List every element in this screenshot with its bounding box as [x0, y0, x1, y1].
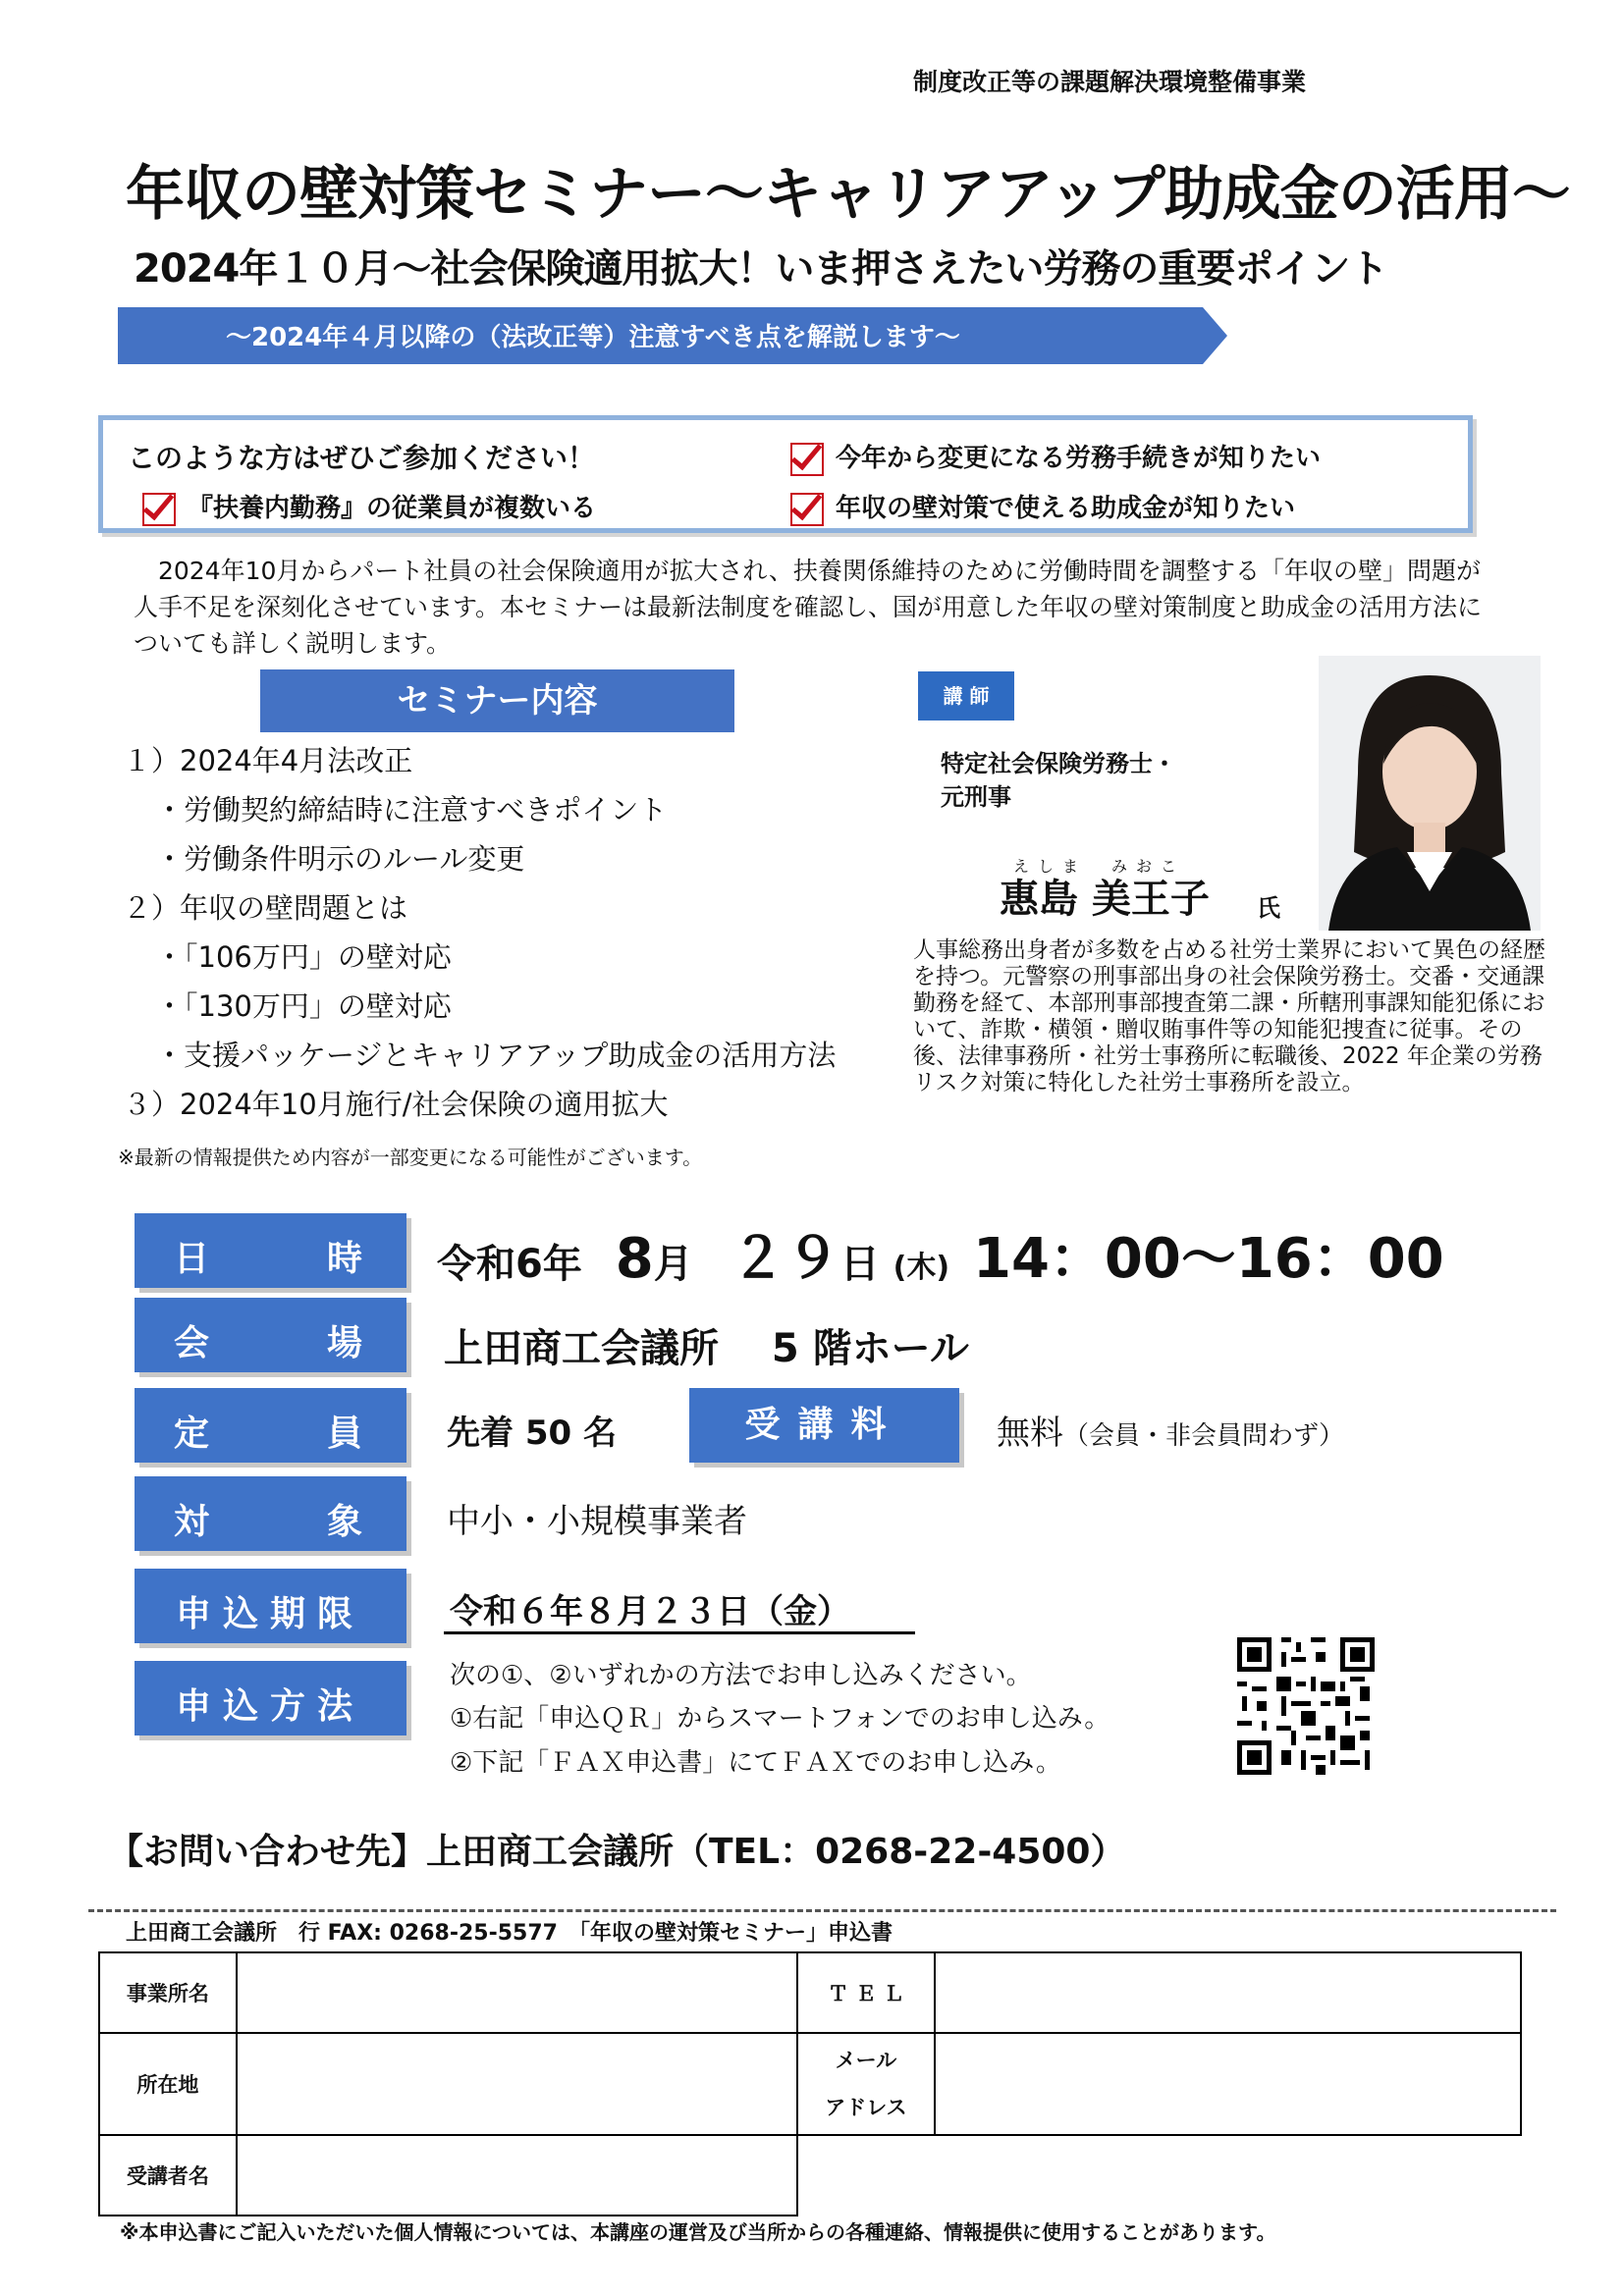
target-audience-heading: このような方はぜひご参加ください！ — [128, 442, 596, 474]
contents-item: ・労働条件明示のルール変更 — [155, 842, 525, 876]
company-name-field[interactable] — [237, 1952, 797, 2033]
email-field[interactable] — [935, 2033, 1521, 2135]
checkbox-checked-icon — [790, 493, 824, 526]
fax-form-header: 上田商工会議所 行 FAX: 0268-25-5577 「年収の壁対策セミナー」申込書 — [126, 1921, 893, 1946]
lecturer-bio: 人事総務出身者が多数を占める社労士業界において異色の経歴を持つ。元警察の刑事部出身の社会保険労務士。交番・交通課勤務を経て、本部刑事部捜査第二課・所轄刑事課知能犯係において、詐欺・横領・贈収賄事件等の知能犯捜査に従事。その後、法律事務所・社労士事務所に転職後、2022 年企業の労務リスク対策に特化した社労士事務所を設立。 — [913, 937, 1545, 1095]
contents-item: ・労働契約締結時に注意すべきポイント — [155, 793, 668, 827]
checklist-item — [790, 488, 1295, 526]
lecturer-badge: 講 師 — [918, 671, 1014, 721]
checklist-item-label: 『扶養内勤務』の従業員が複数いる — [188, 494, 597, 523]
target-label: 対 象 — [135, 1476, 406, 1551]
intro-paragraph — [134, 553, 1489, 662]
contents-disclaimer: ※最新の情報提供ため内容が一部変更になる可能性がございます。 — [118, 1146, 703, 1169]
lecturer-honorific: 氏 — [1257, 894, 1280, 922]
contents-item: ・「130万円」の壁対応 — [155, 989, 452, 1023]
fee-label: 受講料 — [689, 1388, 959, 1463]
checkbox-checked-icon — [790, 443, 824, 476]
cut-line-divider — [88, 1909, 1556, 1912]
email-label: メール アドレス — [797, 2033, 935, 2135]
method-line: ②下記「ＦＡＸ申込書」にてＦＡＸでのお申し込み。 — [450, 1748, 1061, 1778]
application-form-table — [98, 1951, 1522, 2216]
method-line: ①右記「申込ＱＲ」からスマートフォンでのお申し込み。 — [450, 1704, 1110, 1734]
attendee-name-label: 受講者名 — [99, 2135, 237, 2216]
tel-label: Ｔ Ｅ Ｌ — [797, 1952, 935, 2033]
method-line: 次の①、②いずれかの方法でお申し込みください。 — [450, 1661, 1032, 1690]
capacity-label: 定 員 — [135, 1388, 406, 1463]
fee-note: （会員・非会員問わず） — [1063, 1421, 1345, 1451]
event-date: 令和6年 8月 ２９日 (木) 14：00～16：00 — [437, 1227, 1444, 1291]
empty-cell — [935, 2135, 1521, 2216]
checklist-item — [142, 488, 596, 526]
banner — [118, 307, 1227, 364]
checklist-item-label: 年収の壁対策で使える助成金が知りたい — [836, 494, 1296, 523]
application-deadline: 令和６年８月２３日（金） — [450, 1592, 850, 1631]
contents-item: ・「106万円」の壁対応 — [155, 940, 452, 974]
address-label: 所在地 — [99, 2033, 237, 2135]
deadline-label: 申込期限 — [135, 1569, 406, 1643]
event-capacity: 先着 50 名 — [447, 1414, 617, 1453]
date-label: 日 時 — [135, 1213, 406, 1288]
method-label: 申込方法 — [135, 1661, 406, 1735]
checklist-item-label: 今年から変更になる労務手続きが知りたい — [836, 444, 1322, 473]
deadline-underline — [444, 1631, 915, 1634]
company-name-label: 事業所名 — [99, 1952, 237, 2033]
lecturer-name-ruby: えしま みおこ — [1013, 857, 1186, 876]
lecturer-name: 惠島 美王子 — [1000, 877, 1210, 922]
attendee-name-field[interactable] — [237, 2135, 797, 2216]
contents-item: １）2024年4月法改正 — [123, 744, 413, 777]
privacy-note: ※本申込書にご記入いただいた個人情報については、本講座の運営及び当所からの各種連絡、情報提供に使用することがあります。 — [120, 2220, 1276, 2244]
lecturer-title: 元刑事 — [941, 783, 1011, 811]
event-target: 中小・小規模事業者 — [447, 1502, 747, 1541]
empty-cell — [797, 2135, 935, 2216]
banner-text: ～2024年４月以降の（法改正等）注意すべき点を解説します～ — [226, 323, 960, 352]
tel-field[interactable] — [935, 1952, 1521, 2033]
lecturer-title: 特定社会保険労務士・ — [941, 750, 1176, 777]
contents-item: ・支援パッケージとキャリアアップ助成金の活用方法 — [155, 1039, 837, 1072]
contents-item: ３）2024年10月施行/社会保険の適用拡大 — [123, 1088, 669, 1121]
organization-line: 制度改正等の課題解決環境整備事業 — [913, 68, 1307, 96]
address-field[interactable] — [237, 2033, 797, 2135]
contents-heading: セミナー内容 — [260, 669, 734, 732]
event-fee: 無料（会員・非会員問わず） — [997, 1414, 1345, 1453]
venue-label: 会 場 — [135, 1298, 406, 1372]
intro-text: 2024年10月からパート社員の社会保険適用が拡大され、扶養関係維持のために労働時間を調整する「年収の壁」問題が人手不足を深刻化させています。本セミナーは最新法制度を確認し、国が用意した年収の壁対策制度と助成金の活用方法についても詳しく説明します。 — [134, 557, 1483, 658]
qr-code-icon[interactable] — [1237, 1637, 1375, 1775]
page-subtitle: 2024年１０月～社会保険適用拡大！いま押さえたい労務の重要ポイント — [134, 246, 1388, 292]
contact-info: 【お問い合わせ先】上田商工会議所（TEL：0268-22-4500） — [108, 1832, 1126, 1872]
page-title: 年収の壁対策セミナー～キャリアアップ助成金の活用～ — [126, 160, 1570, 229]
checklist-item — [790, 438, 1321, 476]
event-venue: 上田商工会議所 5 階ホール — [444, 1326, 969, 1371]
lecturer-photo — [1319, 656, 1541, 931]
contents-item: ２）年収の壁問題とは — [123, 891, 408, 925]
checkbox-checked-icon — [142, 493, 176, 526]
